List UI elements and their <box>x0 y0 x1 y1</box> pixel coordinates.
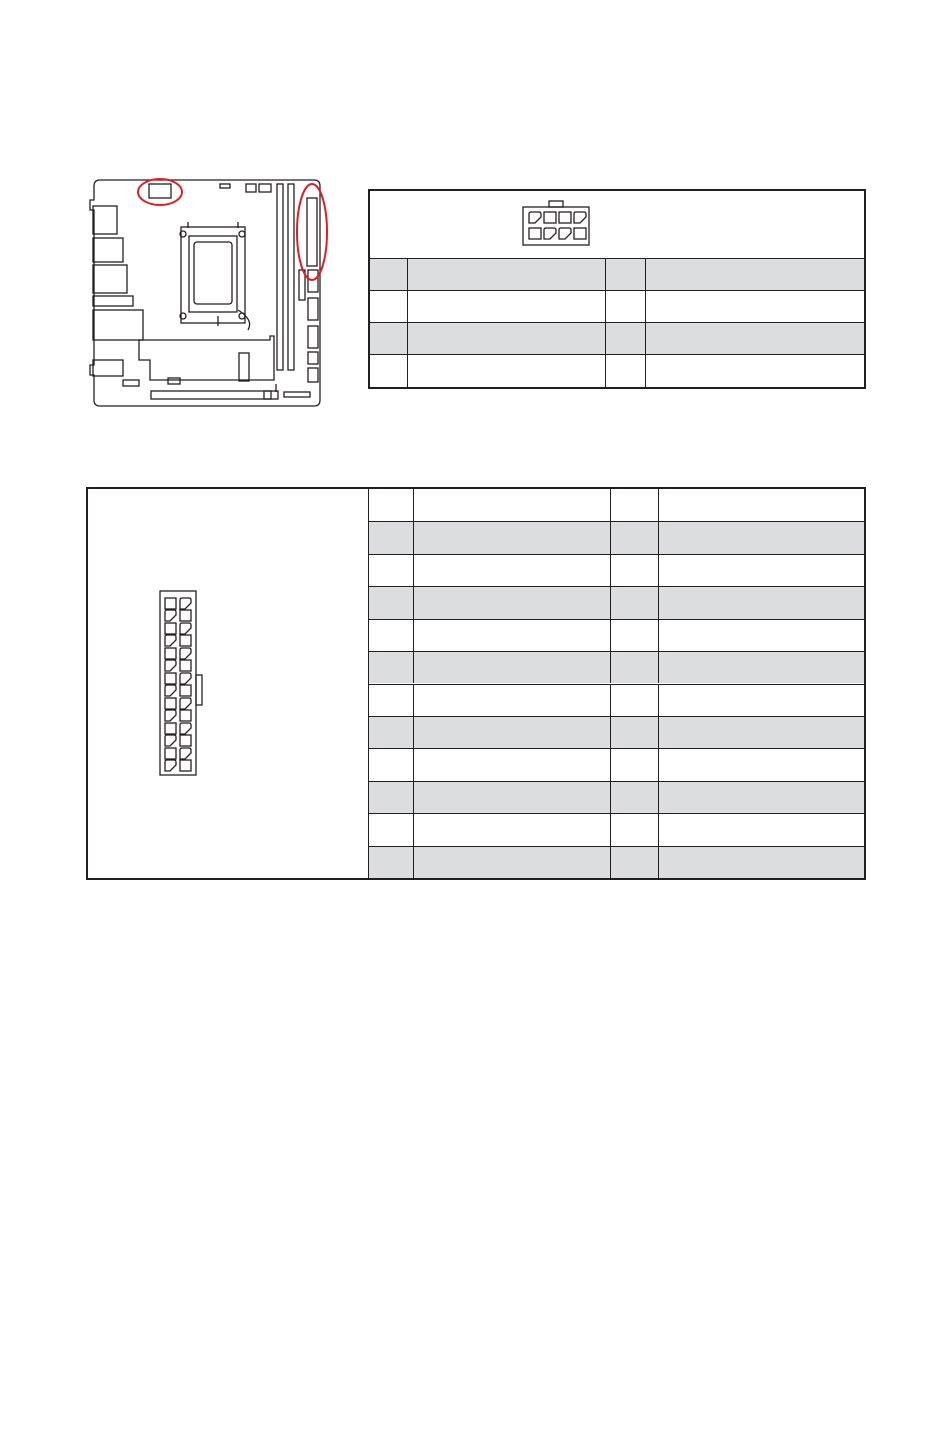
pin-number-cell <box>369 587 414 618</box>
pin-number-cell <box>611 555 659 586</box>
pin-number-cell <box>606 323 646 354</box>
8-pin-connector-icon <box>520 199 592 247</box>
pin-number-cell <box>369 652 414 683</box>
pin-number-cell <box>611 847 659 878</box>
signal-name-cell <box>414 782 611 813</box>
table-row <box>369 521 864 553</box>
signal-name-cell <box>414 847 611 878</box>
signal-name-cell <box>408 323 606 354</box>
pin-number-cell <box>369 555 414 586</box>
pin-number-cell <box>369 522 414 553</box>
table-row <box>369 489 864 521</box>
motherboard-diagram <box>78 170 338 415</box>
pin-number-cell <box>611 587 659 618</box>
atx-power-24pin-table <box>86 487 866 880</box>
table-row <box>370 290 864 322</box>
pin-number-cell <box>606 355 646 387</box>
signal-name-cell <box>646 259 864 290</box>
signal-name-cell <box>414 620 611 651</box>
table-row <box>369 554 864 586</box>
pin-number-cell <box>369 620 414 651</box>
pin-number-cell <box>611 814 659 845</box>
signal-name-cell <box>408 259 606 290</box>
table-row <box>369 619 864 651</box>
signal-name-cell <box>659 489 864 521</box>
signal-name-cell <box>659 685 864 716</box>
pin-number-cell <box>611 685 659 716</box>
signal-name-cell <box>414 522 611 553</box>
pin-number-cell <box>611 652 659 683</box>
pin-number-cell <box>369 717 414 748</box>
table-row <box>369 781 864 813</box>
signal-name-cell <box>414 717 611 748</box>
signal-name-cell <box>414 555 611 586</box>
signal-name-cell <box>646 355 864 387</box>
pin-number-cell <box>606 291 646 322</box>
signal-name-cell <box>659 522 864 553</box>
pin-number-cell <box>606 259 646 290</box>
pin-number-cell <box>370 291 408 322</box>
24-pin-connector-icon <box>158 589 218 779</box>
signal-name-cell <box>659 717 864 748</box>
pin-number-cell <box>611 782 659 813</box>
signal-name-cell <box>659 620 864 651</box>
connector-image-cell <box>370 191 864 259</box>
table-row <box>369 684 864 716</box>
pin-number-cell <box>370 323 408 354</box>
signal-name-cell <box>659 587 864 618</box>
pin-number-cell <box>370 259 408 290</box>
pin-number-cell <box>369 489 414 521</box>
signal-name-cell <box>414 749 611 780</box>
signal-name-cell <box>414 652 611 683</box>
table-row <box>369 813 864 845</box>
pin-number-cell <box>611 489 659 521</box>
table-row <box>370 354 864 387</box>
table-row <box>369 586 864 618</box>
pin-number-cell <box>611 749 659 780</box>
pin-number-cell <box>369 782 414 813</box>
signal-name-cell <box>659 847 864 878</box>
signal-name-cell <box>408 291 606 322</box>
signal-name-cell <box>414 587 611 618</box>
table-row <box>369 846 864 878</box>
table-row <box>369 716 864 748</box>
pin-number-cell <box>370 355 408 387</box>
table-row <box>369 651 864 683</box>
pin-number-cell <box>369 685 414 716</box>
signal-name-cell <box>659 782 864 813</box>
pin-number-cell <box>611 620 659 651</box>
table-row <box>370 258 864 290</box>
connector-image-cell <box>88 489 369 878</box>
signal-name-cell <box>659 555 864 586</box>
signal-name-cell <box>659 652 864 683</box>
cpu-power-8pin-table <box>368 189 866 389</box>
signal-name-cell <box>659 749 864 780</box>
pin-number-cell <box>369 847 414 878</box>
signal-name-cell <box>408 355 606 387</box>
pin-number-cell <box>611 522 659 553</box>
pin-number-cell <box>369 814 414 845</box>
table-row <box>370 322 864 354</box>
pin-number-cell <box>611 717 659 748</box>
signal-name-cell <box>414 814 611 845</box>
motherboard-layout-icon <box>78 170 338 410</box>
signal-name-cell <box>646 291 864 322</box>
table-row <box>369 748 864 780</box>
signal-name-cell <box>414 685 611 716</box>
signal-name-cell <box>646 323 864 354</box>
signal-name-cell <box>414 489 611 521</box>
signal-name-cell <box>659 814 864 845</box>
pin-number-cell <box>369 749 414 780</box>
